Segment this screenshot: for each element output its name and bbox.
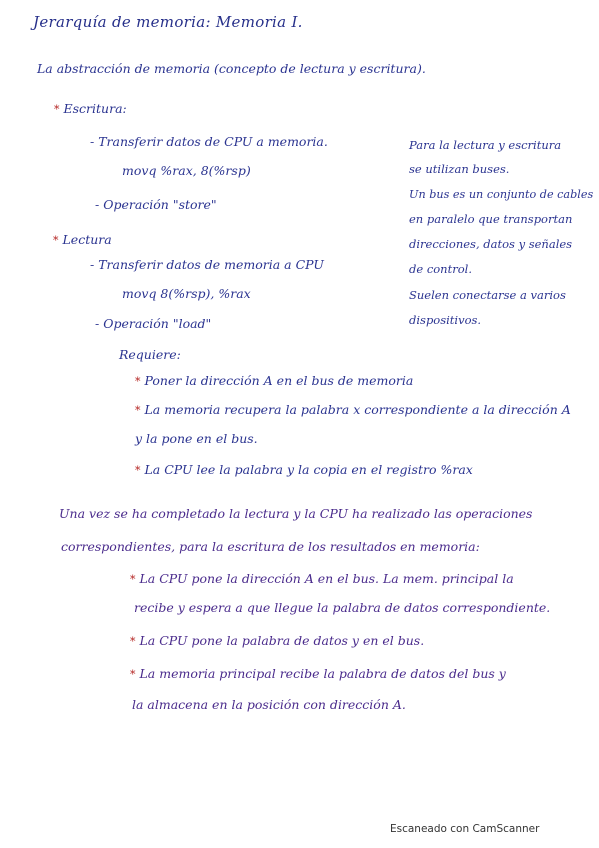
escritura-paragraph-line: Una vez se ha completado la lectura y la CPU ha realizado las operaciones bbox=[59, 506, 533, 521]
side-note-line: Un bus es un conjunto de cables bbox=[409, 187, 594, 201]
escritura-step-3: * La memoria principal recibe la palabra de datos del bus y bbox=[130, 666, 506, 681]
escritura-heading bbox=[54, 101, 127, 118]
lectura-item-1: - Transferir datos de memoria a CPU bbox=[90, 257, 324, 272]
escritura-step-3-cont: la almacena en la posición con dirección A. bbox=[132, 697, 406, 712]
requiere-bullet-2-cont: y la pone en el bus. bbox=[135, 431, 258, 446]
side-note-line: direcciones, datos y señales bbox=[409, 237, 573, 251]
escritura-code: movq %rax, 8(%rsp) bbox=[122, 163, 251, 178]
requiere-bullet-2: * La memoria recupera la palabra x correspondiente a la dirección A bbox=[135, 402, 571, 417]
bullet-mark: * bbox=[53, 234, 59, 247]
escritura-item-2: - Operación "store" bbox=[95, 197, 217, 212]
requiere-bullet-1: * Poner la dirección A en el bus de memoria bbox=[135, 373, 414, 388]
bullet-mark: * bbox=[130, 635, 136, 648]
escritura-paragraph-line: correspondientes, para la escritura de los resultados en memoria: bbox=[61, 539, 480, 554]
scanner-watermark: Escaneado con CamScanner bbox=[390, 823, 540, 835]
lectura-code: movq 8(%rsp), %rax bbox=[122, 286, 251, 301]
requiere-bullet-3: * La CPU lee la palabra y la copia en el registro %rax bbox=[135, 462, 473, 477]
side-note-line: se utilizan buses. bbox=[409, 162, 510, 176]
lectura-label: Lectura bbox=[62, 232, 112, 247]
side-note-line: de control. bbox=[409, 262, 472, 276]
escritura-step-2: * La CPU pone la palabra de datos y en el bus. bbox=[130, 633, 425, 648]
lectura-item-2: - Operación "load" bbox=[95, 316, 212, 331]
escritura-step-1: * La CPU pone la dirección A en el bus. La mem. principal la bbox=[130, 571, 514, 586]
page-title: Jerarquía de memoria: Memoria I. bbox=[33, 13, 303, 31]
side-note-line: Suelen conectarse a varios bbox=[409, 288, 566, 302]
requiere-label: Requiere: bbox=[119, 347, 181, 362]
bullet-mark: * bbox=[135, 375, 141, 388]
escritura-item-1: - Transferir datos de CPU a memoria. bbox=[90, 134, 328, 149]
bullet-mark: * bbox=[135, 404, 141, 417]
side-note-line: Para la lectura y escritura bbox=[409, 138, 562, 152]
lectura-heading bbox=[53, 232, 112, 249]
bullet-mark: * bbox=[130, 668, 136, 681]
escritura-label: Escritura: bbox=[63, 101, 127, 116]
escritura-step-1-cont: recibe y espera a que llegue la palabra de datos correspondiente. bbox=[134, 600, 551, 615]
bullet-mark: * bbox=[130, 573, 136, 586]
side-note-line: en paralelo que transportan bbox=[409, 212, 573, 226]
side-note-line: dispositivos. bbox=[409, 313, 482, 327]
bullet-mark: * bbox=[135, 464, 141, 477]
intro-line: La abstracción de memoria (concepto de lectura y escritura). bbox=[37, 61, 426, 76]
bullet-mark: * bbox=[54, 103, 60, 116]
